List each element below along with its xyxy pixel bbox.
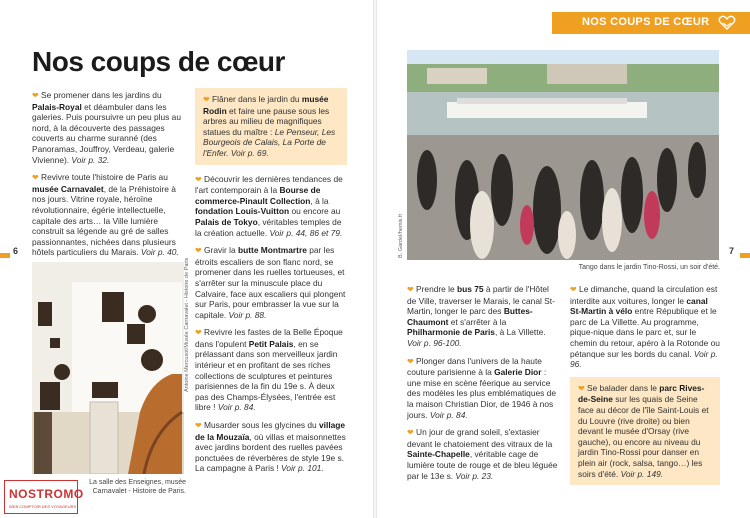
page-ref: Voir p. 23. (455, 470, 494, 481)
highlight-sainte-chapelle (407, 427, 559, 481)
photo-tango-tino-rossi (407, 50, 719, 260)
place-name: bus 75 (457, 284, 484, 294)
section-header-label: NOS COUPS DE CŒUR (582, 16, 710, 28)
page-ref: Voir p. 32. (71, 154, 110, 165)
photo-credit-right: B. Gardel/hemis.fr (398, 213, 404, 258)
place-name: musée Rodin (203, 94, 329, 116)
enseignes-illustration (32, 262, 184, 474)
text: ou encore au (289, 206, 341, 217)
caption-right: Tango dans le jardin Tino-Rossi, un soir d'été. (578, 264, 720, 271)
place-name: Palais de Tokyo (195, 216, 258, 227)
caption-left: La salle des Enseignes, musée Carnavalet - Histoire de Paris. (89, 479, 186, 495)
artwork-titles: Le Penseur, Les Bourgeois de Calais, La Porte de l'Enfer (203, 126, 336, 158)
text: et déambuler dans les galeries. Puis poursuivre un peu plus au nord, à la découverte des passages couverts au charme suranné (des Panoramas, Jouffroy, Verdeau, galerie Vivienne). (32, 101, 181, 165)
text: sur les quais de Seine face au décor de l'île Saint-Louis et du Louvre (rive droite) ou bien devant le musée d'Orsay (rive gauche), ou encore au niveau du jardin Tino-Rossi pour danser en plein air (rock, salsa, tango…) les soirs d'été. (578, 394, 709, 479)
text: et s'arrêter à la (448, 316, 507, 327)
text: Flâner dans le jardin du (212, 94, 302, 104)
page-ref: Voir p. 88. (228, 309, 267, 320)
highlight-palais-royal (32, 90, 182, 165)
heart-icon: ❤ (195, 246, 202, 256)
text: , où villas et maisonnettes avec jardins bordent des ruelles pavées ponctuées de réverbères de style 19e s. La campagne à Paris ! (195, 431, 346, 474)
page-ref: Voir p. 40. (140, 247, 179, 258)
text: , à La Villette. (494, 327, 546, 338)
heart-icon: ❤ (407, 285, 414, 294)
text: , véritables temples de la création actuelle. (195, 216, 342, 238)
highlight-canal-st-martin (570, 284, 720, 370)
page-tab-right (740, 253, 750, 258)
text: et faire une pause sous les arbres au milieu de magnifiques statues du maître : (203, 105, 330, 137)
place-name: musée Carnavalet (32, 183, 104, 194)
heart-icon: ❤ (407, 356, 414, 366)
place-name: Philharmonie de Paris (407, 327, 495, 338)
place-name: village de la Mouzaïa (195, 420, 346, 442)
highlight-bus-75 (407, 284, 559, 349)
highlight-petit-palais (195, 327, 347, 413)
place-name: Palais-Royal (32, 101, 82, 112)
text: , véritable cage de lumière toute de rouge et de bleu léguée par le 13e s. (407, 449, 558, 481)
page-tab-left (0, 253, 10, 258)
heart-icon: ❤ (32, 173, 39, 183)
page-ref: Voir p. 84. (429, 409, 468, 420)
text: , de la Préhistoire à nos jours. Vitrine royale, héroïne révolutionnaire, égérie intellectuelle, capitale des arts… la Ville lumière construit sa légende au gré de salles passionnantes, nichées dans plusieurs hôtels particuliers du Marais. (32, 183, 176, 258)
heart-icon: ❤ (570, 285, 577, 294)
book-gutter (373, 0, 377, 518)
text: Le dimanche, quand la circulation est interdite aux voitures, longer le (570, 284, 718, 306)
place-name: parc Rives-de-Seine (578, 382, 705, 405)
page-ref: Voir p. 101. (281, 463, 324, 474)
highlight-galerie-dior (407, 356, 559, 421)
highlight-montmartre (195, 245, 347, 320)
text: Revivre les fastes de la Belle Époque dans l'opulent (195, 327, 343, 349)
heart-icon: ❤ (195, 174, 202, 184)
text: Musarder sous les glycines du (204, 420, 320, 431)
text: , en se prélassant dans son merveilleux jardin intérieur et en profitant de ses riches collections de sculptures et peintures parisiennes de la fin du 19e s. À deux pas des Champs-Élysées, l'entrée est libre ! (195, 338, 338, 413)
text: , à la (310, 195, 329, 206)
place-name: Galerie Dior (494, 367, 542, 378)
text: : une mise en scène féerique au service des modèles les plus emblématiques de la maison Christian Dior, de 1946 à nos jours. (407, 367, 556, 420)
text: Se promener dans les jardins du (41, 90, 162, 100)
page-ref: Voir p. 96-100. (407, 337, 462, 348)
page-ref: . Voir p. 69. (226, 147, 269, 158)
page-ref: Voir p. 96. (570, 348, 718, 370)
section-header (552, 12, 750, 34)
column-1 (32, 90, 182, 265)
text: à partir de l'Hôtel de Ville, traverser le Marais, le canal St-Martin, longer le parc des (407, 284, 555, 317)
photo-salle-des-enseignes (32, 262, 184, 474)
column-2 (195, 88, 347, 481)
highlight-contemporary-art (195, 174, 347, 239)
text: Se balader dans le (587, 382, 660, 393)
place-name: canal St-Martin à vélo (570, 295, 708, 317)
highlight-box-rives-de-seine (570, 377, 720, 485)
heart-icon: ❤ (195, 328, 202, 338)
highlight-carnavalet (32, 172, 182, 258)
page-number-left: 6 (13, 246, 19, 256)
place-name: Sainte-Chapelle (407, 449, 470, 460)
heart-icon: ❤ (578, 383, 585, 393)
place-name: Petit Palais (248, 338, 294, 349)
text: Gravir la (204, 245, 239, 256)
page-ref: Voir p. 149. (620, 468, 664, 479)
page-number-right: 7 (729, 246, 735, 256)
handshake-heart-icon (718, 15, 736, 31)
place-name: Buttes-Chaumont (407, 306, 533, 327)
column-3 (407, 284, 559, 488)
page-ref: Voir p. 44, 86 et 79. (269, 227, 343, 238)
heart-icon: ❤ (32, 91, 39, 100)
heart-icon: ❤ (203, 95, 210, 104)
page-title: Nos coups de cœur (32, 46, 285, 77)
text: Un jour de grand soleil, s'extasier devant le chatoiement des vitraux de la (407, 427, 553, 449)
tango-illustration (407, 50, 719, 260)
place-name: Bourse de commerce-Pinault Collection (195, 185, 321, 206)
heart-icon: ❤ (407, 428, 414, 438)
highlight-box-rodin (195, 88, 347, 165)
heart-icon: ❤ (195, 421, 202, 431)
nostromo-logo (4, 480, 84, 514)
place-name: fondation Louis-Vuitton (195, 206, 290, 217)
text: Revivre toute l'histoire de Paris au (41, 172, 168, 183)
highlight-mouzaia (195, 420, 347, 474)
text: Prendre le (416, 284, 457, 294)
text: entre République et le parc de La Villette. Au programme, pique-nique dans le parc et, sur le chemin du retour, apéro à la Rotonde ou pétanque sur les bords du canal. (570, 306, 720, 359)
logo-tagline: WEB COMPTOIR DES VOYAGEURS (9, 504, 77, 509)
text: Découvrir les dernières tendances de l'art contemporain à la (195, 173, 343, 196)
place-name: butte Montmartre (238, 245, 307, 256)
logo-name: NOSTROMO (9, 487, 84, 501)
text: Plonger dans l'univers de la haute couture parisienne à la (407, 355, 542, 378)
page-ref: Voir p. 84. (217, 402, 256, 413)
column-4 (570, 284, 720, 485)
photo-credit-left: Antoine Mercusot/Musée Carnavalet - Histoire de Paris (184, 257, 190, 392)
text: par les étroits escaliers de son flanc nord, se promener dans les ruelles tortueuses, et s'arrêter sur la minuscule place du Calvaire, face aux escaliers qui plongent sur Paris, pour embrasser la vue sur la capitale. (195, 245, 346, 320)
